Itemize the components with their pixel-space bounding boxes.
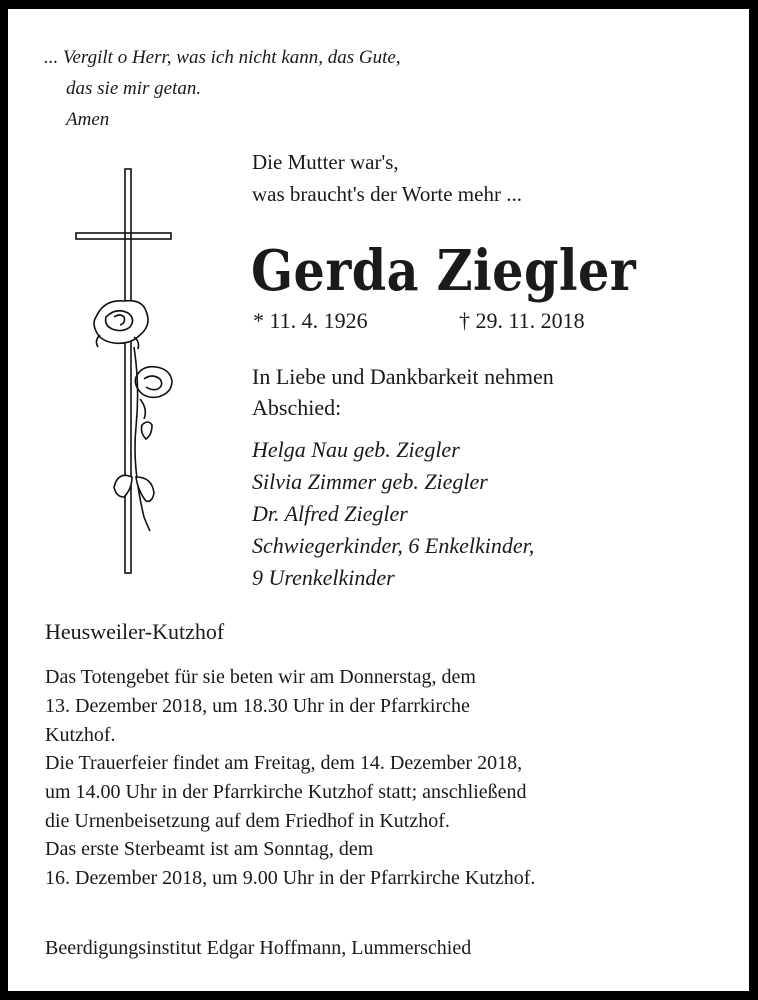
life-dates — [253, 306, 585, 336]
place: Heusweiler-Kutzhof — [45, 619, 225, 644]
quote-line: Die Mutter war's, — [252, 150, 399, 174]
mass-paragraph — [45, 835, 535, 893]
cross-with-roses-icon — [74, 167, 184, 581]
mourner: Helga Nau geb. Ziegler — [252, 437, 460, 462]
mourner: Silvia Zimmer geb. Ziegler — [252, 469, 488, 494]
text-line: Die Trauerfeier findet am Freitag, dem 14. Dezember 2018, — [45, 752, 523, 774]
motto-line: das sie mir getan. — [66, 78, 202, 99]
quote — [252, 146, 522, 210]
mourners-list — [252, 434, 534, 594]
text-line: die Urnenbeisetzung auf dem Friedhof in Kutzhof. — [45, 810, 450, 832]
text-line: 13. Dezember 2018, um 18.30 Uhr in der Pfarrkirche — [45, 695, 470, 717]
funeral-paragraph — [45, 749, 527, 836]
death-date: † 29. 11. 2018 — [459, 308, 585, 333]
mourner: 9 Urenkelkinder — [252, 565, 395, 590]
text-line: Beerdigungsinstitut Edgar Hoffmann, Lummerschied — [45, 937, 472, 959]
mourner: Schwiegerkinder, 6 Enkelkinder, — [252, 533, 535, 558]
text-line: 16. Dezember 2018, um 9.00 Uhr in der Pfarrkirche Kutzhof. — [45, 867, 536, 889]
prayer-paragraph — [45, 663, 476, 750]
birth-date: * 11. 4. 1926 — [253, 308, 368, 333]
text-line: Das erste Sterbeamt ist am Sonntag, dem — [45, 838, 374, 860]
intro-line: In Liebe und Dankbarkeit nehmen — [252, 364, 554, 389]
text-line: Kutzhof. — [45, 724, 116, 746]
mourner: Dr. Alfred Ziegler — [252, 501, 408, 526]
quote-line: was braucht's der Worte mehr ... — [252, 182, 522, 206]
obituary-notice — [8, 9, 749, 991]
farewell-intro — [252, 361, 554, 423]
deceased-name: Gerda Ziegler — [251, 238, 637, 304]
motto-line: Amen — [66, 109, 110, 130]
funeral-home — [45, 934, 471, 963]
text-line: Das Totengebet für sie beten wir am Donnerstag, dem — [45, 666, 476, 688]
motto-verse — [44, 42, 401, 135]
motto-line: ... Vergilt o Herr, was ich nicht kann, das Gute, — [44, 47, 401, 68]
intro-line: Abschied: — [252, 395, 342, 420]
text-line: um 14.00 Uhr in der Pfarrkirche Kutzhof statt; anschließend — [45, 781, 527, 803]
